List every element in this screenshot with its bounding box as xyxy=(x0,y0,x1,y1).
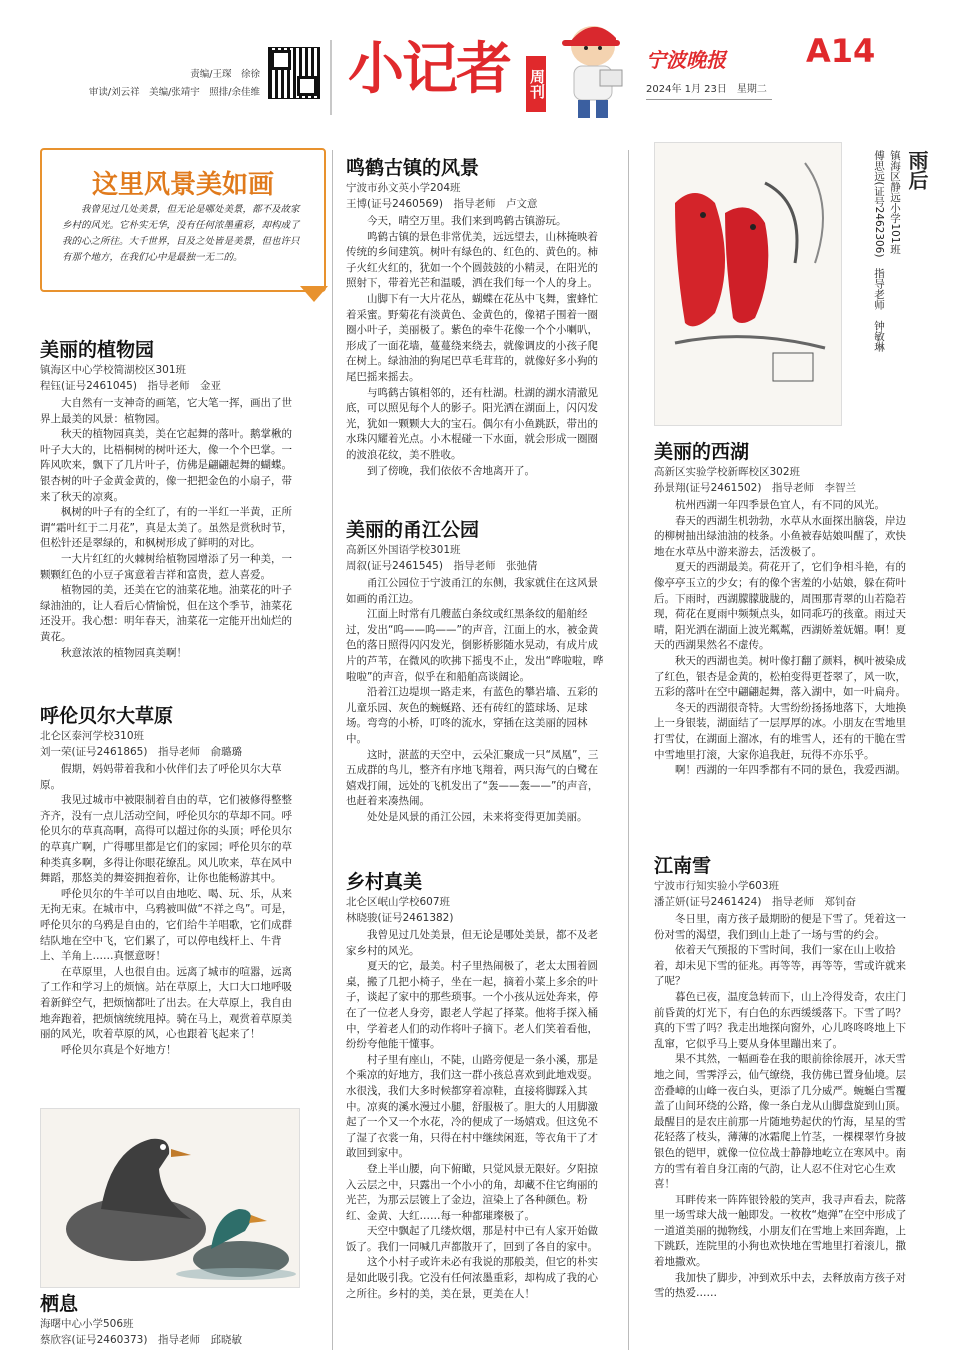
article-title: 美丽的植物园 xyxy=(40,339,155,361)
article-botanical-garden xyxy=(40,338,302,661)
credits xyxy=(70,66,260,102)
article-hulunbuir xyxy=(40,704,302,1058)
column-divider xyxy=(332,150,333,1350)
article-minghe-town xyxy=(346,156,608,479)
article-body: 冬日里，南方孩子最期盼的便是下雪了。凭着这一份对雪的渴望，我们到山上赴了一场与雪的约会。 依着天气预报的下雪时间，我们一家在山上收拾着，却未见下雪的征兆。再等等，再等等，雪或许就来了呢？ 暮色已夜，温度急转而下，山上冷得发奇，农庄门前昏黄的灯光下，有白色的东西缓缓落下。下雪了吗？真的下雪了吗？我走出地探向窗外，心儿咚咚咚地上下乱窜，它似乎马上要从身体里蹦出来了。 果不其然，一幅画卷在我的眼前徐徐展开，冰天雪地之间，雪霁浮云，仙气缭绕，我仿佛已置身仙境。层峦叠嶂的山峰一夜白头，更添了几分威严。蜿蜒白雪覆盖了山间环绕的公路，像一条白龙从山脚盘旋到山顶。最醒目的是农庄前那一片随地势起伏的竹海，星星的雪花轻落了枝头，薄薄的冰霜爬上竹茎，一棵棵翠竹身披银色的铠甲，就像一位位战士静静地屹立在寒风中。南方的雪有着自身江南的气韵，让人忍不住对它心生欢喜！ 耳畔传来一阵阵银铃般的笑声，我寻声看去，院落里一场雪球大战一触即发。一枚枚“炮弹”在空中形成了一道道美丽的抛物线，小朋友们在雪地上来回奔跑，上下跳跃，连院里的小狗也欢快地在雪地里打着滚儿，撒着地撒欢。 我加快了脚步，冲到欢乐中去，去释放南方孩子对雪的热爱…… xyxy=(654,913,907,1300)
intro-box xyxy=(40,148,326,292)
article-village xyxy=(346,870,608,1302)
picture-title: 栖息 xyxy=(40,1293,79,1315)
article-body: 杭州西湖一年四季景色宜人，有不同的风光。 春天的西湖生机勃勃，水草从水面探出脑袋，岸边的柳树抽出绿油油的枝条。小鱼被春姑娘叫醒了，欢快地在水草丛中游来游去，活泼极了。 夏天的西湖最美。荷花开了，它们争相斗艳，有的像亭亭玉立的少女；有的像个害羞的小姑娘，躲在荷叶后。下雨时，西湖朦朦胧胧的，周围那青翠的山若隐若现，荷花在夏雨中频频点头，如同乖巧的孩童。雨过天晴，阳光洒在湖面上波光粼粼，西湖娇羞妩媚。啊！夏天的西湖果然名不虚传。 秋天的西湖也美。树叶像打翻了颜料，枫叶被染成了红色，银杏是金黄的，松柏变得更苍翠了，风一吹，五彩的落叶在空中翩翩起舞，落入湖中，如一叶扁舟。 冬天的西湖很奇特。大雪纷纷扬扬地落下，大地换上一身银装，湖面结了一层厚厚的冰。小朋友在雪地里打雪仗，在湖面上溜冰，有的堆雪人，还有的干脆在雪中雪地里打滚，大家你追我赶，玩得不亦乐乎。 啊！西湖的一年四季都有不同的景色，我爱西湖。 xyxy=(654,499,906,777)
page-number: A14 xyxy=(806,32,876,70)
picture-title: 雨后 xyxy=(905,150,929,190)
article-meta: 宁波市行知实验小学603班 潘芷妍(证号2461424) 指导老师 郑钊奋 xyxy=(654,880,856,908)
article-title: 鸣鹤古镇的风景 xyxy=(346,157,480,179)
column-divider xyxy=(628,150,629,1350)
article-title: 呼伦贝尔大草原 xyxy=(40,705,174,727)
credit-line-2: 审读/刘云祥 美编/张靖宇 照排/余佳维 xyxy=(88,87,260,98)
article-west-lake xyxy=(654,440,916,779)
date-underline xyxy=(646,99,772,100)
article-meta: 宁波市孙文英小学204班 王博(证号2460569) 指导老师 卢文意 xyxy=(346,182,538,210)
article-jiangnan-snow xyxy=(654,854,916,1302)
intro-bubble-tail xyxy=(300,286,328,302)
qr-code-icon xyxy=(268,47,320,99)
mascot-icon xyxy=(548,14,638,124)
masthead: 小记者 xyxy=(348,37,510,102)
article-body: 我曾见过几处美景，但无论是哪处美景，都不及老家乡村的风光。 夏天的它，最美。村子里热闹极了，老太太围着圆桌，搬了几把小椅子，坐在一起，摘着小菜上多余的叶子，谈起了家中的那些琐事。一个小孩从远处奔来，停在了一位老人身旁，跟老人学起了择菜。他将手探入桶中，学着老人们的动作将叶子摘下。老人们笑着看他，纷纷夸他能干懂事。 村子里有座山，不陡，山路旁便是一条小溪，那是个乘凉的好地方，我们这一群小孩总喜欢到此地戏耍。水很浅，我们大多时候都穿着凉鞋，直接将脚踩入其中。凉爽的溪水漫过小腿，舒服极了。胆大的人用脚激起了一个又一个水花，冷的便成了一场嬉戏。但这免不了湿了衣裳一角，只得在村中继续闲逛，等衣角干了才敢回到家中。 登上半山腰，向下俯瞰，只觉风景无限好。夕阳掠入云层之中，只露出一个小小的角，却藏不住它绚丽的光芒，为那云层镀上了金边，渲染上了各种颜色。粉红、金黄、大红……每一种都璀璨极了。 天空中飘起了几缕炊烟，那是村中已有人家开始做饭了。我们一同喊几声都散开了，回到了各自的家中。 这个小村子或许未必有我说的那般美，但它的朴实是如此吸引我。它没有任何浓墨重彩，却构成了我的心之所往。乡村的美，美在景，更美在人！ xyxy=(346,929,598,1300)
weekly-badge: 周刊 xyxy=(526,56,546,112)
article-body: 假期，妈妈带着我和小伙伴们去了呼伦贝尔大草原。 我见过城市中被限制着自由的草，它们被修得整整齐齐，没有一点儿活动空间，呼伦贝尔的草却不同。呼伦贝尔的草真高啊，高得可以超过你的头顶；呼伦贝尔的草真广啊，广得哪里都是它们的家园；呼伦贝尔的草种类真多啊，多得让你眼花缭乱。风儿吹来，草在风中舞蹈，那悠美的舞姿拥抱着你，让你也能畅游其中。 呼伦贝尔的牛羊可以自由地吃、喝、玩、乐，从来无拘无束。在城市中，乌鸦被叫做“不祥之鸟”。可是，呼伦贝尔的乌鸦是自由的，它们给牛羊唱歌，它们成群结队地在空中飞，它们累了，可以停电线杆上、牛背上、羊角上……真惬意呀！ 在草原里，人也很自由。远离了城市的喧嚣，远离了工作和学习上的烦恼。站在草原上，大口大口地呼吸着新鲜空气，把烦恼都吐了出去。在大草原上，我自由地奔跑着，把烦恼统统甩掉。骑在马上，观赏着草原美丽的风光，吹着草原的风，心也跟着飞起来了！ 呼伦贝尔真是个好地方！ xyxy=(40,763,293,1056)
article-title: 美丽的西湖 xyxy=(654,441,750,463)
article-yongjiang-park xyxy=(346,518,608,826)
article-body: 甬江公园位于宁波甬江的东侧，我家就住在这风景如画的甬江边。 江面上时常有几艘蓝白条纹或红黑条纹的船舶经过，发出“呜——呜——”的声音，江面上的水，被金黄色的落日照得闪闪发光，倒影桥影随水晃动，有成片成片的芦苇，在微风的吹拂下摇曳不止，发出“哗啦啦，哗啦啦”的声音，似乎在和船舶高谈阔论。 沿着江边堤坝一路走来，有蓝色的攀岩墙、五彩的儿童乐园、灰色的蜿蜒路、还有砖红的篮球场、足球场。弯弯的小桥，叮咚的流水，穿插在这美丽的园林中。 这时，湛蓝的天空中，云朵汇聚成一只“凤凰”，三五成群的鸟儿，整齐有序地飞翔着，两只海气的白鹭在嬉戏打闹，远处的飞机发出了“轰——轰——”的声音，也赶着来凑热闹。 处处是风景的甬江公园，未来将变得更加美丽。 xyxy=(346,577,604,823)
article-meta: 北仑区泰河学校310班 刘一荣(证号2461865) 指导老师 俞璐璐 xyxy=(40,730,242,758)
article-meta: 高新区外国语学校301班 周叙(证号2461545) 指导老师 张弛倩 xyxy=(346,544,538,572)
picture-caption-birds: 雨后 镇海区静远小学101班 傅思远(证号2462306) 指导老师 钟敏琳 xyxy=(862,150,932,420)
red-birds-painting-icon xyxy=(654,142,842,426)
article-meta: 镇海区中心学校简湖校区301班 程钰(证号2461045) 指导老师 金亚 xyxy=(40,364,221,392)
picture-caption-ducks: 栖息 海曙中心小学506班 蔡欣容(证号2460373) 指导老师 邱晓敏 xyxy=(40,1292,302,1348)
intro-title: 这里风景美如画 xyxy=(91,170,274,200)
article-meta: 北仑区岷山学校607班 林晓骏(证号2461382) xyxy=(346,896,454,924)
article-title: 江南雪 xyxy=(654,855,712,877)
header-divider xyxy=(330,40,332,115)
newspaper-name: 宁波晚报 xyxy=(646,48,726,72)
article-title: 美丽的甬江公园 xyxy=(346,519,480,541)
article-body: 今天，晴空万里。我们来到鸣鹤古镇游玩。 鸣鹤古镇的景色非常优美，远远望去，山林掩映着传统的乡间建筑。树叶有绿色的、红色的、黄色的。柿子火红火红的，犹如一个个圆鼓鼓的小精灵，在阳光的照射下，带着光芒和温暖，洒在我们每一个人的身上。 山脚下有一大片花丛，蝴蝶在花丛中飞舞，蜜蜂忙着采蜜。野菊花有淡黄色、金黄色的，像裙子围着一圈圈小叶子，美丽极了。紫色的牵牛花像一个个小喇叭，形成了一面花墙，蔓蔓绕来绕去，就像调皮的小孩子爬在树上。绿油油的狗尾巴草毛茸茸的，就像好多小狗的尾巴摇来摇去。 与鸣鹤古镇相邻的，还有杜湖。杜湖的湖水清澈见底，可以照见每个人的影子。阳光洒在湖面上，闪闪发光，犹如一颗颗大大的宝石。偶尔有小鱼跳跃，带出的水珠闪耀着光点。小木棍碰一下水面，就会形成一圈圈的波浪花纹，美不胜收。 到了傍晚，我们依依不舍地离开了。 xyxy=(346,215,598,477)
article-meta: 高新区实验学校新晖校区302班 孙景翔(证号2461502) 指导老师 李智兰 xyxy=(654,466,856,494)
article-body: 大自然有一支神奇的画笔，它大笔一挥，画出了世界上最美的风景：植物园。 秋天的植物园真美，美在它起舞的落叶。鹅掌楸的叶子大大的，比梧桐树的树叶还大，像一个个巴掌。一阵风吹来，飘下了几片叶子，仿佛是翩翩起舞的蝴蝶。银杏树的叶子金黄金黄的，像一把把金色的小扇子，带来了秋天的凉爽。 枫树的叶子有的全红了，有的一半红一半黄，正所谓“霜叶红于二月花”，真是太美了。虽然是赏秋时节，但松针还是翠绿的，和枫树形成了鲜明的对比。 一大片红红的火棘树给植物园增添了另一种美，一颗颗红色的小豆子寓意着吉祥和富贵，惹人喜爱。 植物园的美，还美在它的油菜花地。油菜花的叶子绿油油的，让人看后心情愉悦，但在这个季节，油菜花还没开。我心想：明年春天，油菜花一定能开出灿烂的黄花。 秋意浓浓的植物园真美啊！ xyxy=(40,397,293,659)
ducks-painting-icon xyxy=(40,1108,300,1288)
page-date: 2024年 1月 23日 星期二 xyxy=(646,84,767,95)
article-title: 乡村真美 xyxy=(346,871,423,893)
intro-text: 我曾见过几处美景，但无论是哪处美景，都不及故家乡村的风光。它朴实无华，没有任何浓墨重彩，却构成了我的心之所往。大千世界，目及之处皆是美景，但也许只有那个地方，在我们心中是最独一无二的。 xyxy=(62,204,300,263)
credit-line-1: 责编/王琛 徐徐 xyxy=(190,69,260,80)
